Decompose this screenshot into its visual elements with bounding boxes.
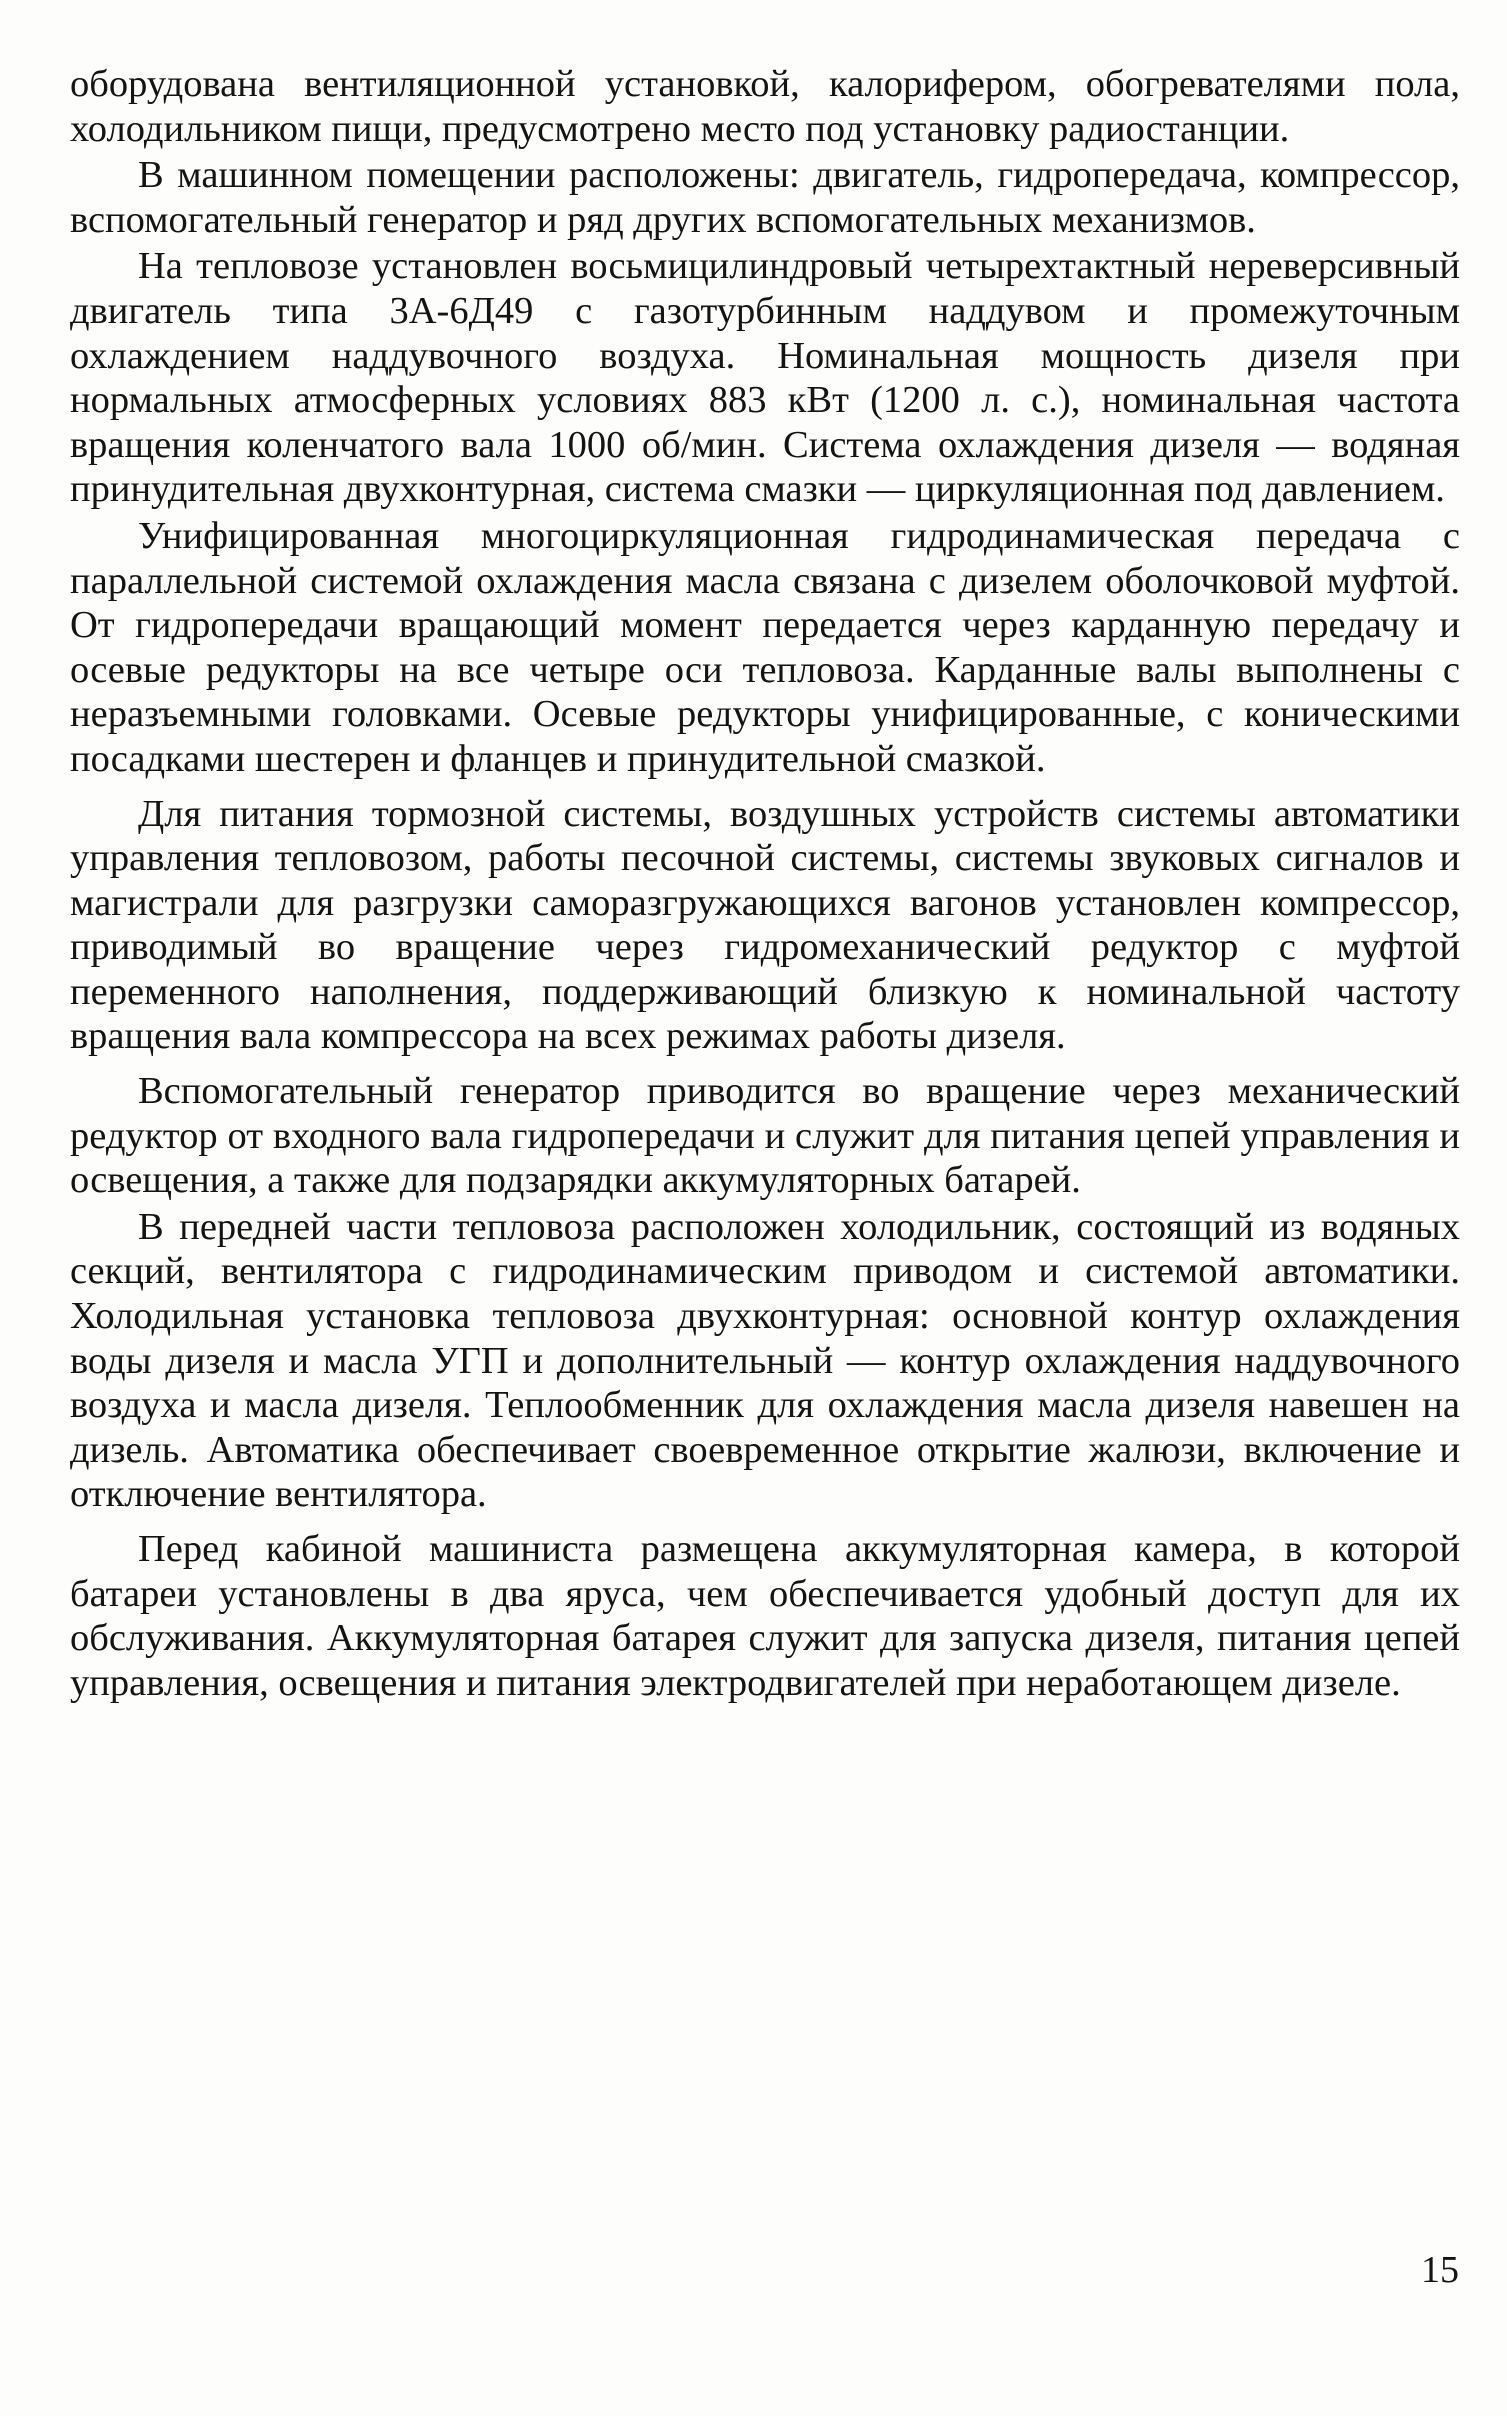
text-column xyxy=(70,62,1460,1707)
paragraph-engine: На тепловозе установлен восьмицилиндровый четырехтактный нереверсивный двигатель типа 3А-6Д49 с газотурбинным наддувом и промежуточным охлаждением наддувочного воздуха. Номинальная мощность дизеля при нормальных атмосферных условиях 883 кВт (1200 л. с.), номинальная частота вращения коленчатого вала 1000 об/мин. Система охлаждения дизеля — водяная принудительная двухконтурная, система смазки — циркуляционная под давлением. xyxy=(70,245,1460,511)
paragraph-hydraulic-transmission: Унифицированная многоциркуляционная гидродинамическая передача с параллельной системой охлаждения масла связана с дизелем оболочковой муфтой. От гидропередачи вращающий момент передается через карданную передачу и осевые редукторы на все четыре оси тепловоза. Карданные валы выполнены с неразъемными головками. Осевые редукторы унифицированные, с коническими посадками шестерен и фланцев и принудительной смазкой. xyxy=(70,514,1460,780)
paragraph-battery-compartment: Перед кабиной машиниста размещена аккумуляторная камера, в которой батареи установлены в два яруса, чем обеспечивается удобный доступ для их обслуживания. Аккумуляторная батарея служит для запуска дизеля, питания цепей управления, освещения и питания электродвигателей при неработающем дизеле. xyxy=(70,1528,1460,1704)
paragraph-compressor: Для питания тормозной системы, воздушных устройств системы автоматики управления тепловозом, работы песочной системы, системы звуковых сигналов и магистрали для разгрузки саморазгружающихся вагонов установлен компрессор, приводимый во вращение через гидромеханический редуктор с муфтой переменного наполнения, поддерживающий близкую к номинальной частоту вращения вала компрессора на всех режимах работы дизеля. xyxy=(70,792,1460,1058)
paragraph-continuation: оборудована вентиляционной установкой, калорифером, обогревателями пола, холодильником пищи, предусмотрено место под установку радиостанции. xyxy=(70,63,1460,150)
paragraph-auxiliary-generator: Вспомогательный генератор приводится во вращение через механический редуктор от входного вала гидропередачи и служит для питания цепей управления и освещения, а также для подзарядки аккумуляторных батарей. xyxy=(70,1070,1460,1202)
page-number: 15 xyxy=(1421,2249,1459,2291)
paragraph-cooling-unit: В передней части тепловоза расположен холодильник, состоящий из водяных секций, вентилятора с гидродинамическим приводом и системой автоматики. Холодильная установка тепловоза двухконтурная: основной контур охлаждения воды дизеля и масла УГП и дополнительный — контур охлаждения наддувочного воздуха и масла дизеля. Теплообменник для охлаждения масла дизеля навешен на дизель. Автоматика обеспечивает своевременное открытие жалюзи, включение и отключение вентилятора. xyxy=(70,1205,1460,1516)
paragraph-machine-room: В машинном помещении расположены: двигатель, гидропередача, компрессор, вспомогательный генератор и ряд других вспомогательных механизмов. xyxy=(70,154,1460,241)
